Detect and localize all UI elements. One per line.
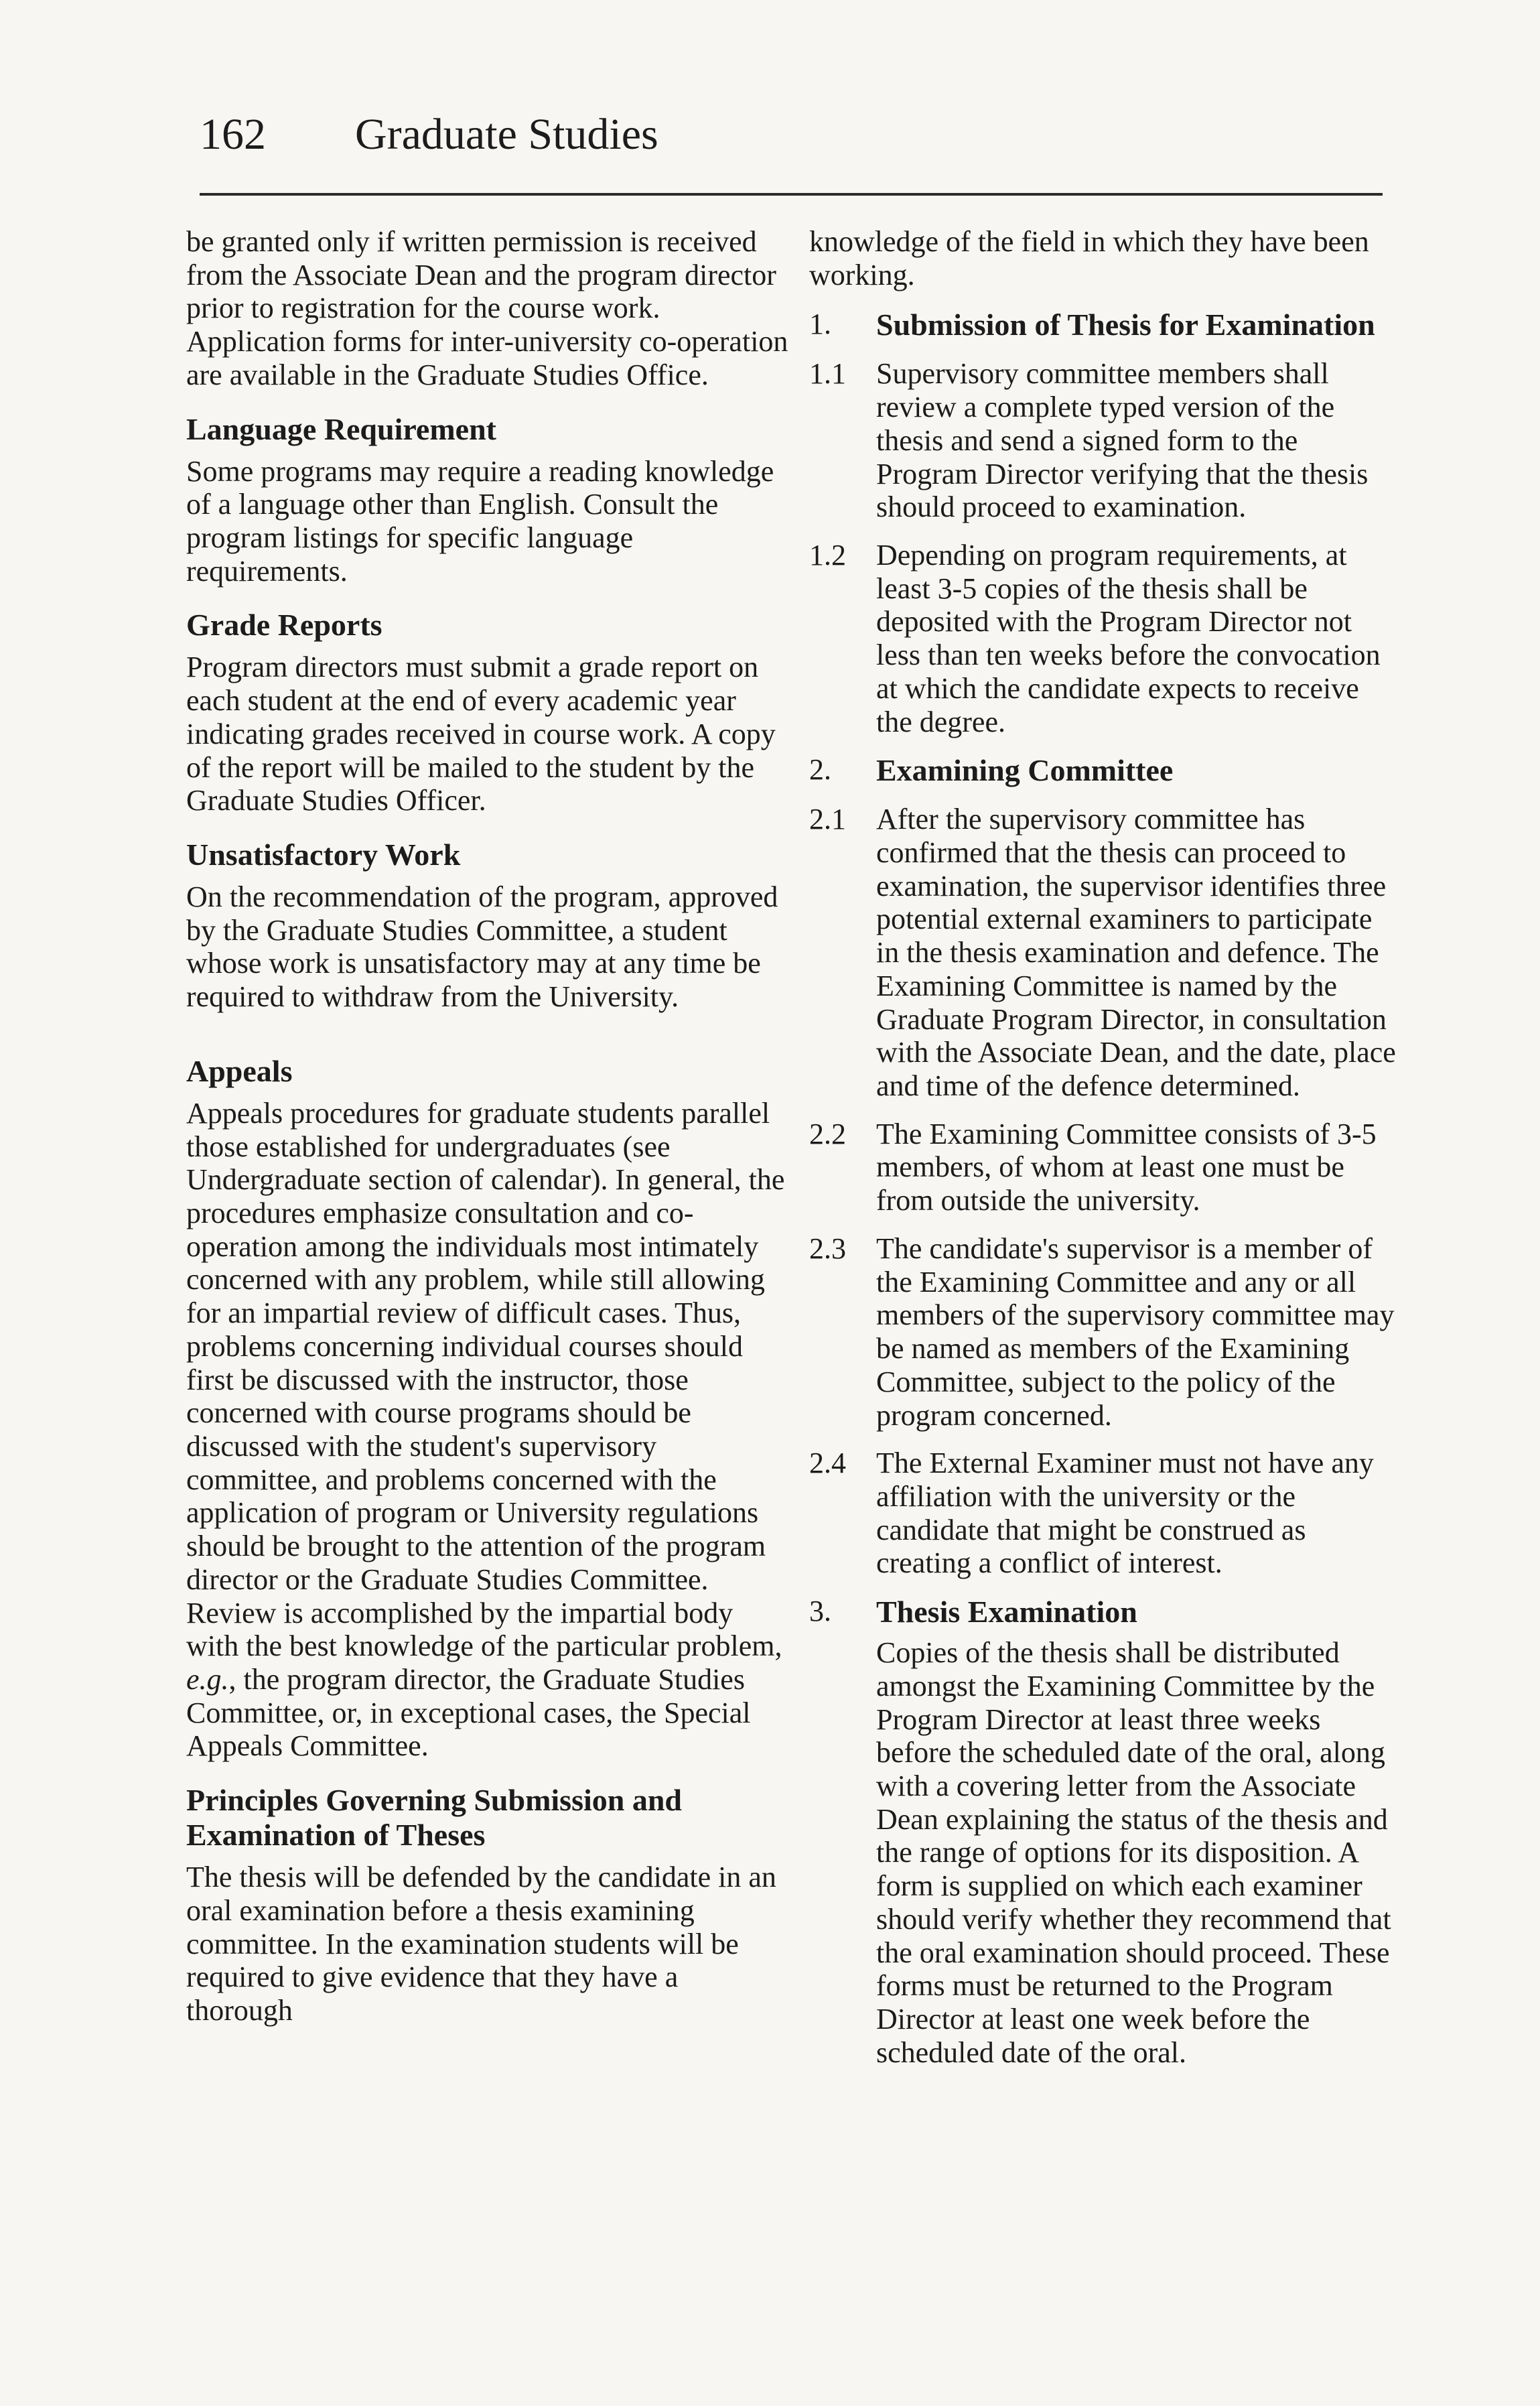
page-header — [200, 110, 1383, 196]
page-number: 162 — [200, 110, 266, 159]
unsatisfactory-work-heading: Unsatisfactory Work — [186, 838, 461, 872]
section-text: The candidate's supervisor is a member of the Examining Committee and any or all members of the supervisory committee may be named as members of the Examining Committee, subject to the policy of the program concerned. — [876, 1231, 1395, 1432]
section-text: Depending on program requirements, at least 3-5 copies of the thesis shall be deposited with the Program Director not less than ten weeks before the convocation at which the candidate expects to receive the degree. — [876, 539, 1381, 738]
section-number: 1.2 — [809, 539, 846, 572]
grade-reports-heading: Grade Reports — [186, 608, 382, 643]
language-requirement-text: Some programs may require a reading knowledge of a language other than English. Consult the program listings for specific language requirements. — [186, 454, 774, 588]
appeals-eg: e.g. — [186, 1663, 229, 1696]
section-2-2 — [809, 1118, 1399, 1217]
section-3-heading — [809, 1595, 1399, 1629]
principles-text: The thesis will be defended by the candidate in an oral examination before a thesis examining committee. In the examination students will be required to give evidence that they have a thorough — [186, 1861, 776, 2027]
section-number: 2. — [809, 753, 831, 787]
section-3-text: Copies of the thesis shall be distributed amongst the Examining Committee by the Program Director at least three weeks before the scheduled date of the oral, along with a covering letter from the Associate Dean explaining the status of the thesis and the range of options for its disposition. A form is supplied on which each examiner should verify whether they recommend that the oral examination should proceed. These forms must be returned to the Program Director at least one week before the scheduled date of the oral. — [876, 1636, 1391, 2069]
section-number: 2.1 — [809, 803, 846, 836]
continued-paragraph: knowledge of the field in which they have been working. — [809, 225, 1369, 291]
language-requirement-heading: Language Requirement — [186, 411, 496, 446]
intro-paragraph: be granted only if written permission is received from the Associate Dean and the program director prior to registration for the course work. Application forms for inter-university co-operation are available in the Graduate Studies Office. — [186, 225, 788, 391]
appeals-heading: Appeals — [186, 1053, 293, 1088]
section-number: 2.2 — [809, 1117, 846, 1150]
left-column — [186, 225, 789, 2034]
section-2-4 — [809, 1447, 1399, 1580]
section-number: 2.4 — [809, 1447, 846, 1480]
section-1-heading — [809, 308, 1399, 342]
section-title: Examining Committee — [876, 753, 1174, 788]
appeals-text — [186, 1097, 789, 1763]
grade-reports-text: Program directors must submit a grade report on each student at the end of every academic year indicating grades received in course work. A copy of the report will be mailed to the student by the Graduate Studies Officer. — [186, 651, 776, 817]
principles-heading: Principles Governing Submission and Examination of Theses — [186, 1783, 682, 1853]
section-2-3 — [809, 1232, 1399, 1432]
section-2-1 — [809, 803, 1399, 1102]
section-text: The External Examiner must not have any affiliation with the university or the candidate that might be construed as creating a conflict of interest. — [876, 1447, 1374, 1580]
right-column — [809, 225, 1399, 2069]
running-title: Graduate Studies — [355, 110, 658, 159]
section-number: 1.1 — [809, 357, 846, 391]
appeals-text-part-2: , the program director, the Graduate Studies Committee, or, in exceptional cases, the Special Appeals Committee. — [186, 1663, 751, 1763]
section-text: Supervisory committee members shall review a complete typed version of the thesis and send a signed form to the Program Director verifying that the thesis should proceed to examination. — [876, 357, 1369, 524]
section-1-2 — [809, 539, 1399, 738]
section-number: 3. — [809, 1595, 831, 1628]
section-2-heading — [809, 753, 1399, 788]
section-title: Thesis Examination — [876, 1595, 1137, 1629]
unsatisfactory-work-text: On the recommendation of the program, approved by the Graduate Studies Committee, a student whose work is unsatisfactory may at any time be required to withdraw from the University. — [186, 880, 778, 1014]
appeals-text-part-1: Appeals procedures for graduate students parallel those established for undergraduates (see Undergraduate section of calendar). In general, the procedures emphasize consultation and co-operation among the individuals most intimately concerned with any problem, while still allowing for an impartial review of difficult cases. Thus, problems concerning individual courses should first be discussed with the instructor, those concerned with course programs should be discussed with the student's supervisory committee, and problems concerned with the application of program or University regulations should be brought to the attention of the program director or the Graduate Studies Committee. Review is accomplished by the impartial body with the best knowledge of the particular problem, — [186, 1096, 785, 1663]
section-number: 2.3 — [809, 1231, 846, 1265]
section-1-1 — [809, 357, 1399, 524]
section-text: The Examining Committee consists of 3-5 members, of whom at least one must be from outside the university. — [876, 1117, 1377, 1217]
section-text: After the supervisory committee has confirmed that the thesis can proceed to examination, the supervisor identifies three potential external examiners to participate in the thesis examination and defence. The Examining Committee is named by the Graduate Program Director, in consultation with the Associate Dean, and the date, place and time of the defence determined. — [876, 803, 1396, 1103]
section-title: Submission of Thesis for Examination — [876, 308, 1375, 342]
section-number: 1. — [809, 308, 831, 341]
